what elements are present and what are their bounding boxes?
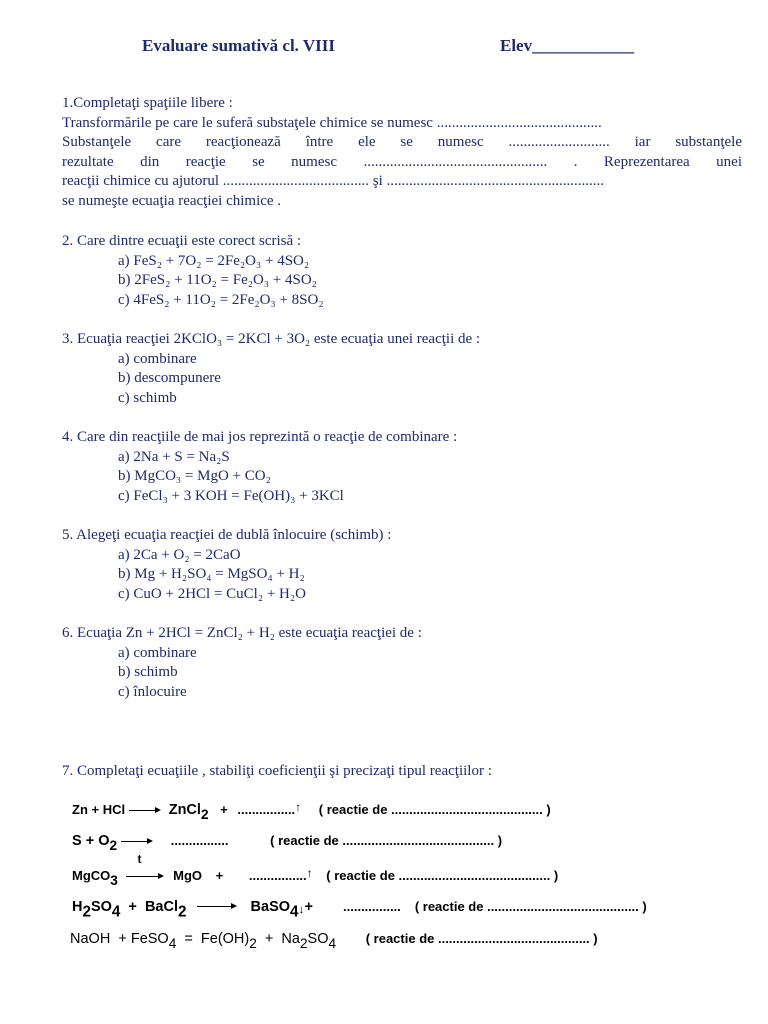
answer-option[interactable]: a) combinare (118, 350, 197, 367)
answer-option[interactable]: a) FeS₂ + 7O₂ = 2Fe₂O₃ + 4SO₂ (118, 252, 310, 269)
question-1-line: Transformările pe care le suferă substaţele chimice se numesc ............................................ (62, 114, 602, 131)
reaction-type-blank[interactable]: ( reactie de .......................................... ) (326, 868, 559, 883)
question-4 (62, 428, 742, 506)
gas-arrow-icon: ↑ (295, 800, 302, 814)
reaction-type-blank[interactable]: ( reactie de .......................................... ) (318, 802, 551, 817)
answer-option[interactable]: c) schimb (118, 389, 177, 406)
answer-option[interactable]: a) 2Na + S = Na₂S (118, 448, 230, 465)
equation-row: NaOH + FeSO4 = Fe(OH)2 + Na2SO4 ( reactie de .......................................... ) (70, 931, 598, 951)
precipitate-arrow-icon: ↓ (298, 902, 305, 916)
answer-option[interactable]: c) 4FeS₂ + 11O₂ = 2Fe₂O₃ + 8SO₂ (118, 291, 324, 308)
question-2-title: 2. Care dintre ecuaţii este corect scrisă : (62, 233, 302, 249)
reaction-type-blank[interactable]: ( reactie de .......................................... ) (414, 899, 647, 914)
blank-field[interactable]: ................ (237, 802, 296, 817)
answer-option[interactable]: b) MgCO₃ = MgO + CO₂ (118, 468, 271, 485)
question-1-line: Substanţele care reacţionează între ele se numesc ........................... iar substanţele (62, 134, 742, 151)
temperature-condition: t (137, 852, 142, 866)
page-title: Evaluare sumativă cl. VIII (142, 36, 336, 55)
answer-option[interactable]: a) 2Ca + O₂ = 2CaO (118, 546, 241, 563)
question-7-title: 7. Completaţi ecuaţiile , stabiliţi coeficienţii şi precizaţi tipul reacţiilor : (62, 763, 492, 779)
reaction-arrow-icon (126, 875, 164, 879)
reaction-arrow-icon (197, 905, 237, 909)
equation-row: MgCO3 t MgO + ................↑ ( reactie de .......................................... ) (72, 852, 559, 888)
answer-option[interactable]: b) 2FeS₂ + 11O₂ = Fe₂O₃ + 4SO₂ (118, 272, 317, 289)
blank-field[interactable]: ................ (170, 833, 229, 848)
question-7 (62, 762, 742, 782)
answer-option[interactable]: a) combinare (118, 644, 197, 661)
reaction-type-blank[interactable]: ( reactie de .......................................... ) (270, 833, 503, 848)
answer-option[interactable]: c) FeCl₃ + 3 KOH = Fe(OH)₃ + 3KCl (118, 487, 344, 504)
question-1-line: se numeşte ecuaţia reacţiei chimice . (62, 192, 282, 209)
reaction-arrow-icon (129, 809, 161, 813)
reaction-type-blank[interactable]: ( reactie de .......................................... ) (365, 931, 598, 946)
gas-arrow-icon: ↑ (306, 866, 313, 880)
equation-row: S + O2 ................ ( reactie de .......................................... ) (72, 833, 503, 853)
question-3-title: 3. Ecuaţia reacţiei 2KClO₃ = 2KCl + 3O₂ este ecuaţia unei reacţii de : (62, 331, 481, 347)
reaction-arrow-icon (121, 840, 153, 844)
question-5-title: 5. Alegeţi ecuaţia reacţiei de dublă înlocuire (schimb) : (62, 527, 392, 543)
question-5 (62, 526, 742, 604)
blank-field[interactable]: ................ (248, 868, 307, 883)
equation-row: Zn + HCl ZnCl2 + ................↑ ( reactie de .......................................... ) (72, 800, 551, 822)
question-1-line: rezultate din reacţie se numesc ................................................. . Reprezentarea unei (62, 153, 742, 170)
question-2 (62, 232, 742, 310)
question-4-title: 4. Care din reacţiile de mai jos reprezintă o reacţie de combinare : (62, 429, 458, 445)
question-1-line: reacţii chimice cu ajutorul ....................................... şi .......................................................... (62, 173, 605, 190)
answer-option[interactable]: c) CuO + 2HCl = CuCl₂ + H₂O (118, 585, 306, 602)
question-1 (62, 94, 742, 212)
student-name-field[interactable]: Elev____________ (500, 36, 635, 55)
blank-field[interactable]: ................ (343, 899, 401, 914)
answer-option[interactable]: b) descompunere (118, 370, 221, 387)
question-3 (62, 330, 742, 408)
answer-option[interactable]: c) înlocuire (118, 683, 187, 700)
question-6 (62, 624, 742, 702)
question-1-title: 1.Completaţi spaţiile libere : (62, 95, 233, 111)
equation-row: H2SO4 + BaCl2 BaSO4↓+ ................ ( reactie de .......................................... ) (72, 899, 647, 921)
answer-option[interactable]: b) schimb (118, 664, 178, 681)
answer-option[interactable]: b) Mg + H₂SO₄ = MgSO₄ + H₂ (118, 566, 305, 583)
question-6-title: 6. Ecuaţia Zn + 2HCl = ZnCl₂ + H₂ este ecuaţia reacţiei de : (62, 625, 422, 641)
